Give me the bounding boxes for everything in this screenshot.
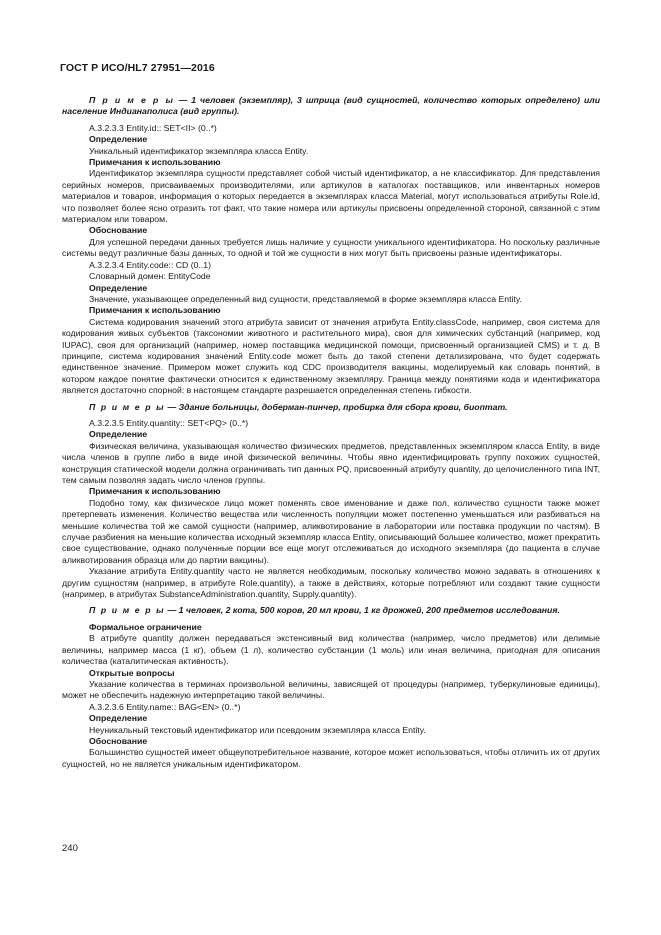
example-prefix: П р и м е р ы [89,605,166,616]
example-note-2 [62,402,600,413]
clause-entity-quantity: A.3.2.3.5 Entity.quantity:: SET<PQ> (0..*) [89,417,249,428]
example-text: — 1 человек, 2 кота, 500 коров, 20 мл крови, 1 кг дрожжей, 200 предметов исследования. [165,605,560,616]
page-number: 240 [62,843,78,854]
paragraph: Для успешной передачи данных требуется лишь наличие у сущности уникального идентификатора. Но поскольку различные системы ведут различные базы данных, то одной и той же сущности в них могут быть присвоены разные идентификаторы. [62,236,600,259]
paragraph: Указание атрибута Entity.quantity часто не является необходимым, поскольку количество можно задавать в отношениях к другим сущностям (например, в атрибуте Role.quantity), а также в действиях, которые потребляют или создают такие сущности (например, в атрибутах SubstanceAdministration.quantity, Supply.quantity). [62,566,600,600]
paragraph: Значение, указывающее определенный вид сущности, представляемой в форме экземпляра класса Entity. [89,293,522,304]
paragraph: Указание количества в терминах произвольной величины, зависящей от процедуры (например, туберкулиновые единицы), может не обеспечить надежную интерпретацию такой величины. [62,678,600,701]
heading-rationale: Обоснование [89,225,148,236]
example-note-3 [62,605,600,616]
example-text: — Здание больницы, доберман-пинчер, пробирка для сбора крови, биоптат. [165,401,508,412]
heading-usage-notes: Примечания к использованию [89,305,221,316]
heading-definition: Определение [89,134,148,145]
page-content [62,95,600,770]
example-prefix: П р и м е р ы [89,95,175,105]
heading-usage-notes: Примечания к использованию [89,157,221,168]
paragraph: Неуникальный текстовый идентификатор или псевдоним экземпляра класса Entity. [89,724,426,735]
example-note-1 [62,95,600,118]
paragraph: Подобно тому, как физическое лицо может поменять свое именование и даже пол, количество сущности также может претерпевать изменения. Количество вещества или численность популяции может постепенно уменьшаться или разбиваться на меньшие количества той же самой сущности (например, аликвотирование в лаборатории или поставка продукции по частям). В случае разбиения на меньшие количества исходный экземпляр класса Entity, описывающий большее количество, может прекратить свое существование, однако полученные порции все еще могут отслеживаться до исходного экземпляра (до пациента в случае аликвотирования образца или до партии вакцины). [62,497,600,565]
heading-definition: Определение [89,429,148,440]
paragraph: Система кодирования значений этого атрибута зависит от значения атрибута Entity.classCode, например, своя система для кодирования живых субъектов (таксономии животного и растительного мира), своя для химических субстанций (например, код IUPAC), своя для организаций (например, номер поставщика медицинской помощи, присвоенный организацией CMS) и т. д. В принципе, система кодирования значений Entity.code может быть до такой степени детализирована, что будет содержать единственное значение. Примером может служить код CDC производителя вакцины, моделируемый как словарь понятий, в котором каждое понятие фактически относится к единственному экземпляру. Граница между понятиями кода и идентификатора является достаточно спорной: в настоящем стандарте разрешается определенная степень гибкости. [62,316,600,396]
heading-definition: Определение [89,282,148,293]
document-header: ГОСТ Р ИСО/HL7 27951—2016 [60,62,215,74]
paragraph: Большинство сущностей имеет общеупотребительное название, которое может использоваться, чтобы отличить их от других сущностей, но не является уникальным идентификатором. [62,747,600,769]
example-prefix: П р и м е р ы [89,401,166,412]
clause-entity-id: A.3.2.3.3 Entity.id:: SET<II> (0..*) [89,122,217,133]
paragraph: В атрибуте quantity должен передаваться экстенсивный вид количества (например, число предметов) или делимые величины, например масса (1 кг), объем (1 л), количество субстанции (1 моль) или иная величина, пригодная для описания количества (каталитическая активность). [62,633,600,667]
clause-entity-code: A.3.2.3.4 Entity.code:: CD (0..1) [89,259,212,270]
vocabulary-domain: Словарный домен: EntityCode [89,271,211,282]
paragraph: Идентификатор экземпляра сущности представляет собой чистый идентификатор, а не классификатор. Для представления серийных номеров, присваиваемых производителями, или артикулов в каталогах поставщиков, или инвентарных номеров материалов и товаров, информация о которых передается в экземплярах класса Material, могут использоваться атрибуты Role.id, что позволяет более ясно отразить тот факт, что такие номера или артикулы присвоены определенной стороной, связанной с этим материалом или товаром. [62,168,600,225]
clause-entity-name: A.3.2.3.6 Entity.name:: BAG<EN> (0..*) [89,701,241,712]
heading-usage-notes: Примечания к использованию [89,486,221,497]
heading-rationale: Обоснование [89,735,148,746]
heading-formal-constraint: Формальное ограничение [89,621,202,632]
example-text: — 1 человек (экземпляр), 3 шприца (вид сущностей, количество которых определено) или население Индианаполиса (вид группы). [62,95,600,117]
paragraph: Уникальный идентификатор экземпляра класса Entity. [89,145,309,156]
heading-definition: Определение [89,713,148,724]
heading-open-issues: Открытые вопросы [89,667,175,678]
paragraph: Физическая величина, указывающая количество физических предметов, представленных экземпляром класса Entity, в виде числа членов в группе либо в виде иной физической величины. Чтобы явно идентифицировать группу похожих сущностей, конструкция статической модели должна ограничивать тип данных PQ, присвоенный атрибуту quantity, до целочисленного типа INT, тем самым позволяя задать число членов группы. [62,440,600,485]
